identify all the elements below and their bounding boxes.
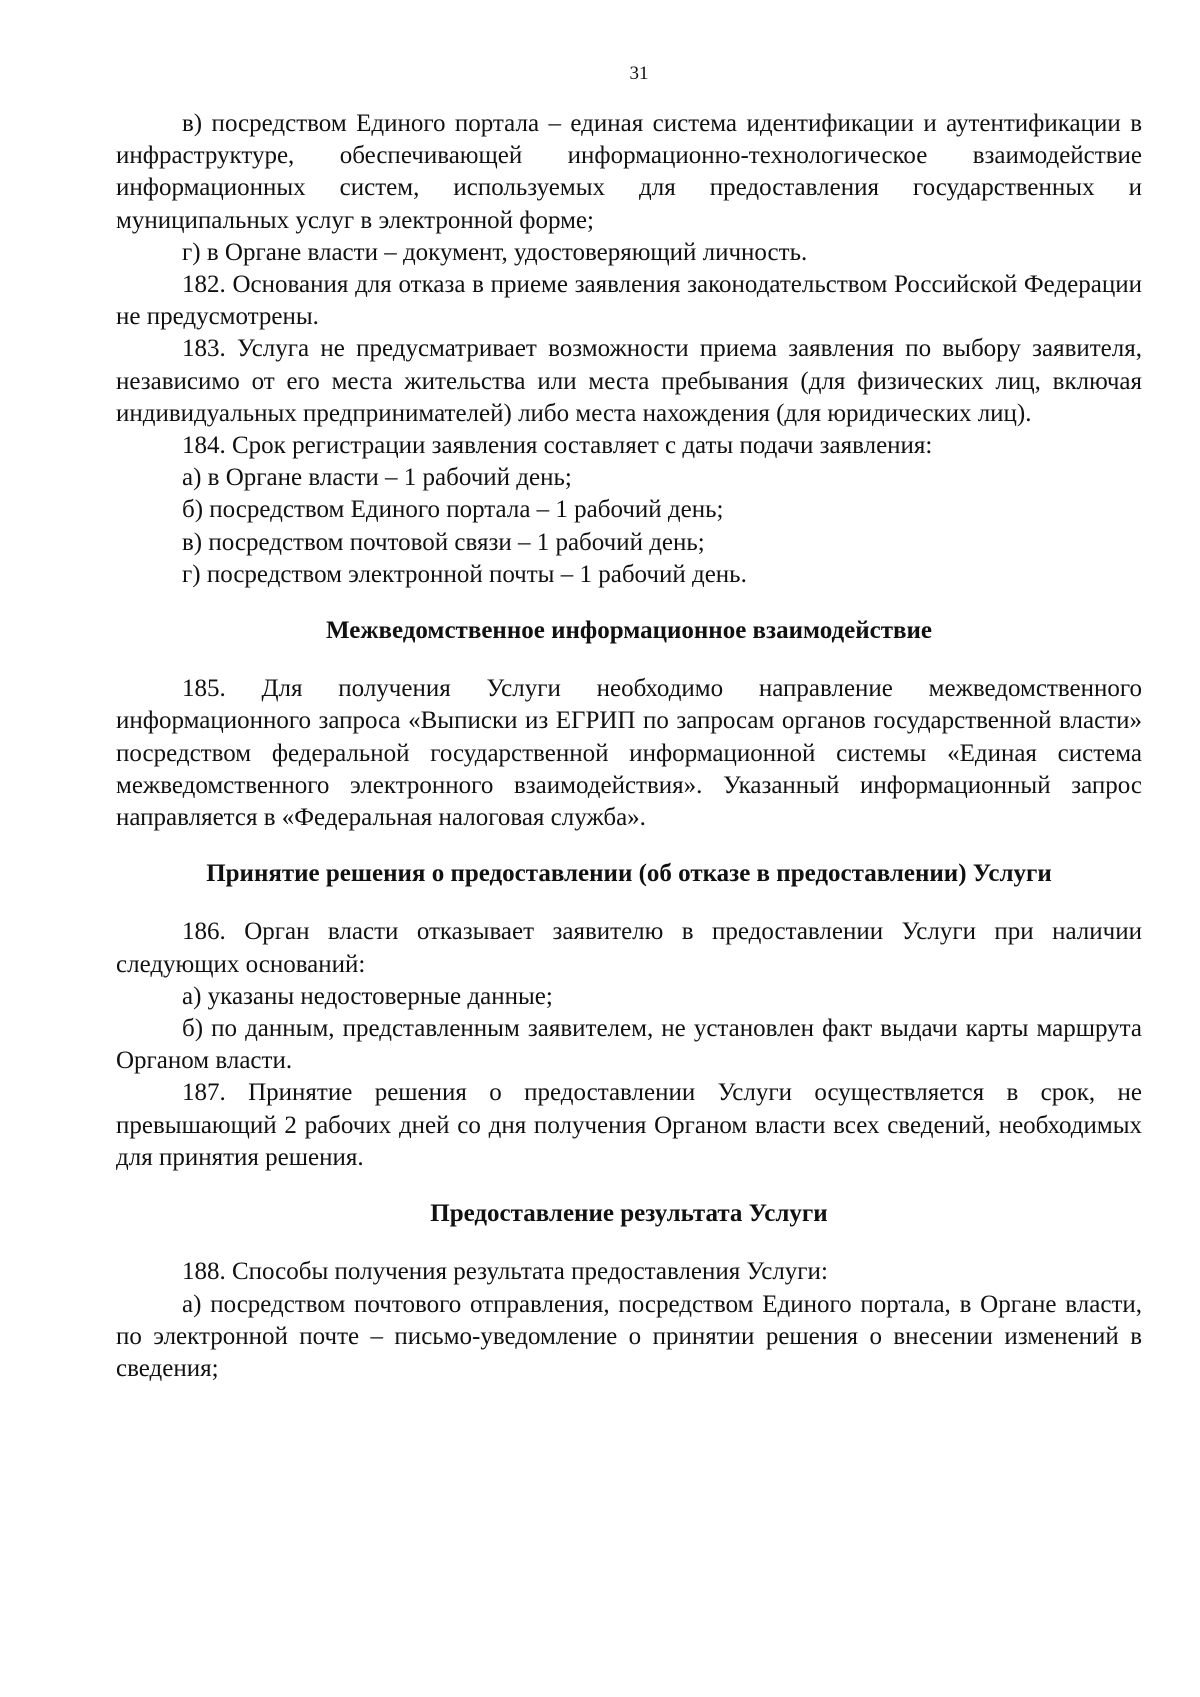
paragraph-185: 185. Для получения Услуги необходимо направление межведомственного информационного запроса «Выписки из ЕГРИП по запросам органов государственной власти» посредством федеральной государственной информационной системы «Единая система межведомственного электронного взаимодействия». Указанный информационный запрос направляется в «Федеральная налоговая служба». xyxy=(116,675,1142,832)
document-page xyxy=(116,62,1142,1385)
section-heading-decision: Принятие решения о предоставлении (об отказе в предоставлении) Услуги xyxy=(206,860,1052,888)
paragraph-187: 187. Принятие решения о предоставлении Услуги осуществляется в срок, не превышающий 2 рабочих дней со дня получения Органом власти всех сведений, необходимых для принятия решения. xyxy=(116,1079,1142,1171)
page-number: 31 xyxy=(629,63,649,84)
paragraph-184b: б) посредством Единого портала – 1 рабочий день; xyxy=(182,496,724,524)
paragraph-183: 183. Услуга не предусматривает возможности приема заявления по выбору заявителя, независимо от его места жительства или места пребывания (для физических лиц, включая индивидуальных предпринимателей) либо места нахождения (для юридических лиц). xyxy=(116,335,1142,427)
paragraph-186: 186. Орган власти отказывает заявителю в предоставлении Услуги при наличии следующих оснований: xyxy=(116,918,1142,978)
paragraph-188: 188. Способы получения результата предоставления Услуги: xyxy=(182,1258,828,1286)
paragraph-184a: а) в Органе власти – 1 рабочий день; xyxy=(182,464,572,492)
paragraph-181v: в) посредством Единого портала – единая система идентификации и аутентификации в инфраструктуре, обеспечивающей информационно-технологическое взаимодействие информационных систем, используемых для предоставления государственных и муниципальных услуг в электронной форме; xyxy=(116,110,1142,234)
paragraph-186a: а) указаны недостоверные данные; xyxy=(182,982,553,1010)
paragraph-184: 184. Срок регистрации заявления составляет с даты подачи заявления: xyxy=(182,432,933,460)
paragraph-186b: б) по данным, представленным заявителем, не установлен факт выдачи карты маршрута Органом власти. xyxy=(116,1015,1142,1075)
paragraph-184g: г) посредством электронной почты – 1 рабочий день. xyxy=(182,560,747,588)
section-heading-result: Предоставление результата Услуги xyxy=(430,1200,828,1228)
paragraph-188a: а) посредством почтового отправления, посредством Единого портала, в Органе власти, по электронной почте – письмо-уведомление о принятии решения о внесении изменений в сведения; xyxy=(116,1290,1142,1382)
paragraph-181g: г) в Органе власти – документ, удостоверяющий личность. xyxy=(182,238,808,266)
document-body xyxy=(116,108,1142,1385)
section-heading-interagency: Межведомственное информационное взаимодействие xyxy=(326,617,932,645)
paragraph-184v: в) посредством почтовой связи – 1 рабочий день; xyxy=(182,528,705,556)
paragraph-182: 182. Основания для отказа в приеме заявления законодательством Российской Федерации не предусмотрены. xyxy=(116,271,1142,331)
